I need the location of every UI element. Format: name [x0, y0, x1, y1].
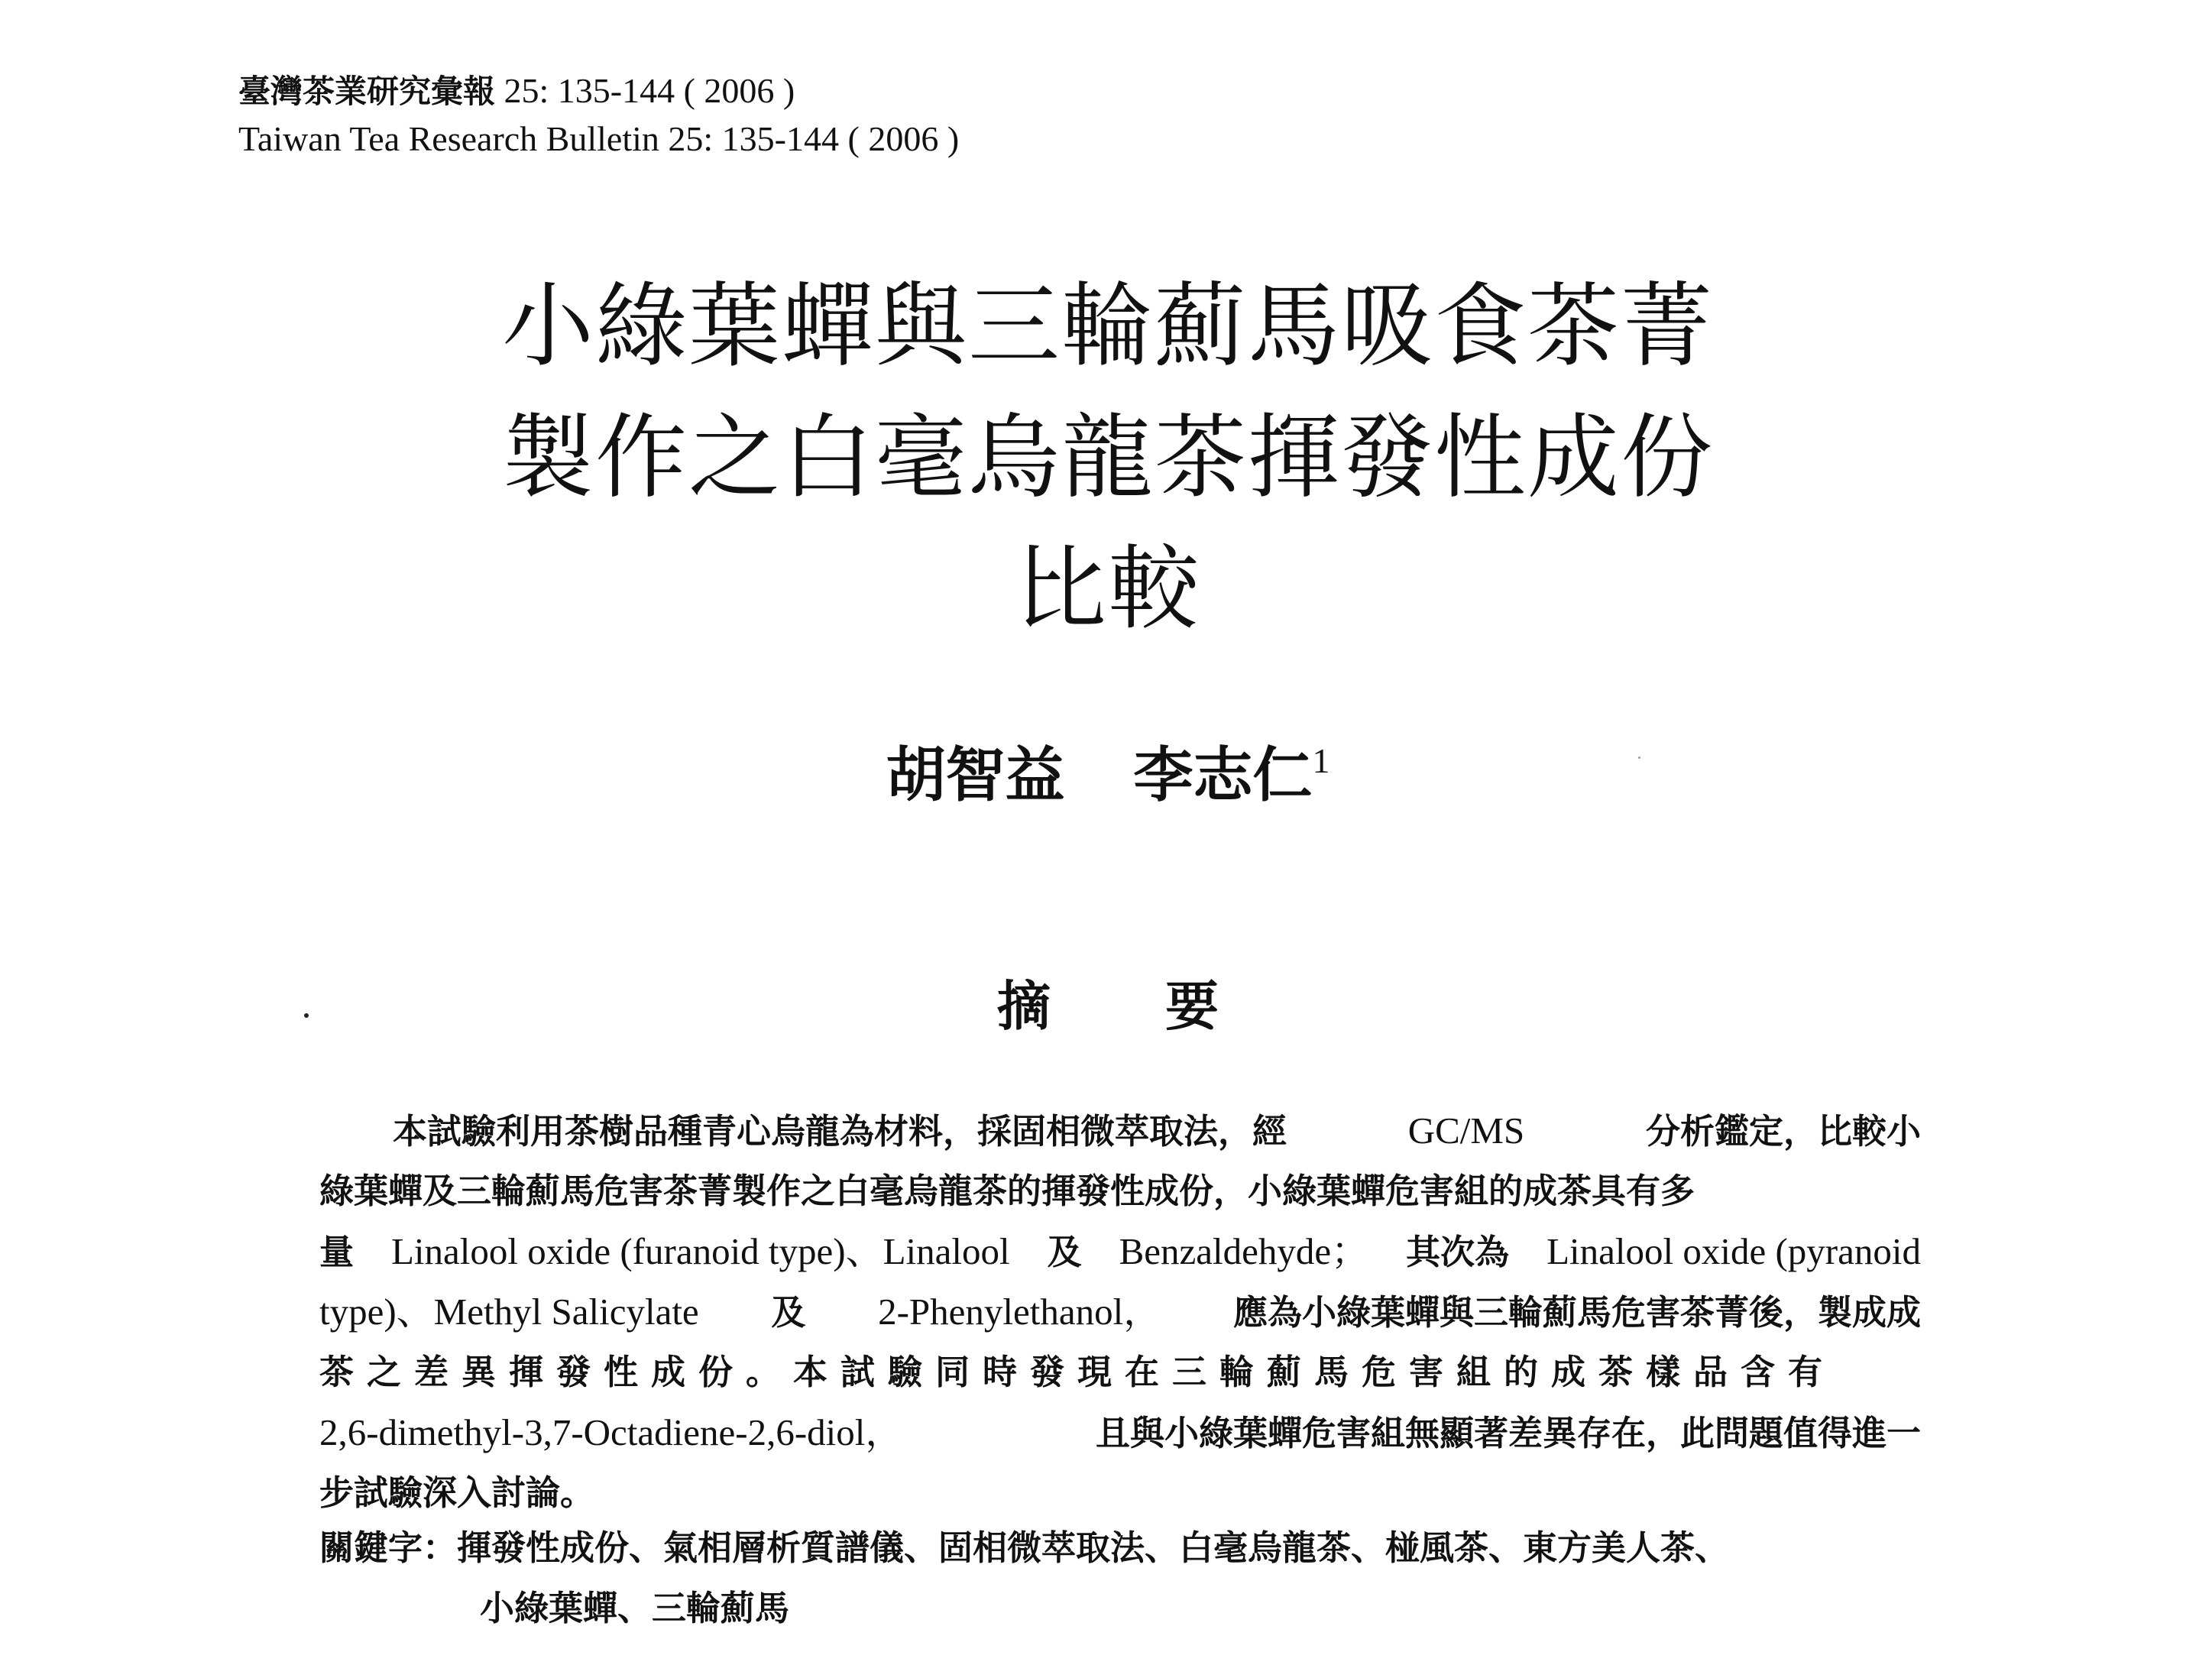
journal-header — [238, 67, 959, 163]
journal-volume-pages: 25: 135-144 ( 2006 ) — [495, 71, 795, 110]
journal-name-zh: 臺灣茶業研究彙報 — [238, 73, 496, 110]
author-2: 李志仁 — [1133, 741, 1313, 810]
keywords-line-1 — [319, 1518, 1921, 1578]
title-line-3: 比較 — [1015, 536, 1201, 643]
abstract-line-4: type)、Methyl Salicylate 及 2-Phenylethanol， 應為小綠葉蟬與三輪薊馬危害茶菁後，製成成 — [319, 1291, 1921, 1333]
abstract-line-5: 茶之差異揮發性成份。本試驗同時發現在三輪薊馬危害組的成茶樣品含有 — [319, 1352, 1836, 1392]
abstract-heading: 摘要 — [997, 975, 1333, 1038]
scan-speck — [1638, 756, 1640, 759]
abstract-body — [319, 1100, 1921, 1523]
journal-citation-zh — [238, 67, 959, 115]
abstract-line-2: 綠葉蟬及三輪薊馬危害茶菁製作之白毫烏龍茶的揮發性成份，小綠葉蟬危害組的成茶具有多 — [319, 1171, 1695, 1211]
author-2-affiliation-mark: 1 — [1312, 741, 1330, 780]
keywords-label: 關鍵字： — [319, 1527, 458, 1568]
abstract-line-7: 步試驗深入討論。 — [319, 1472, 595, 1513]
scan-speck — [304, 1013, 309, 1018]
author-1: 胡智益 — [886, 741, 1065, 810]
title-line-1: 小綠葉蟬與三輪薊馬吸食茶菁 — [502, 274, 1714, 380]
title-line-2: 製作之白毫烏龍茶揮發性成份 — [502, 405, 1714, 511]
journal-citation-en: Taiwan Tea Research Bulletin 25: 135-144 ( 2006 ) — [238, 119, 960, 158]
keywords-section — [319, 1518, 1921, 1638]
paper-title — [428, 261, 1788, 656]
keywords-list-1: 揮發性成份、氣相層析質譜儀、固相微萃取法、白毫烏龍茶、椪風茶、東方美人茶、 — [457, 1527, 1730, 1568]
author-list — [428, 723, 1788, 814]
keywords-line-2: 小綠葉蟬、三輪薊馬 — [480, 1588, 790, 1628]
abstract-line-6: 2,6-dimethyl-3,7-Octadiene-2,6-diol， 且與小綠葉蟬危害組無顯著差異存在，此問題值得進一 — [319, 1411, 1921, 1453]
abstract-line-3: 量 Linalool oxide (furanoid type)、Linalool 及 Benzaldehyde； 其次為 Linalool oxide (pyranoid — [319, 1230, 1921, 1272]
abstract-line-1: 本試驗利用茶樹品種青心烏龍為材料，採固相微萃取法，經 GC/MS 分析鑑定，比較小 — [393, 1109, 1921, 1152]
